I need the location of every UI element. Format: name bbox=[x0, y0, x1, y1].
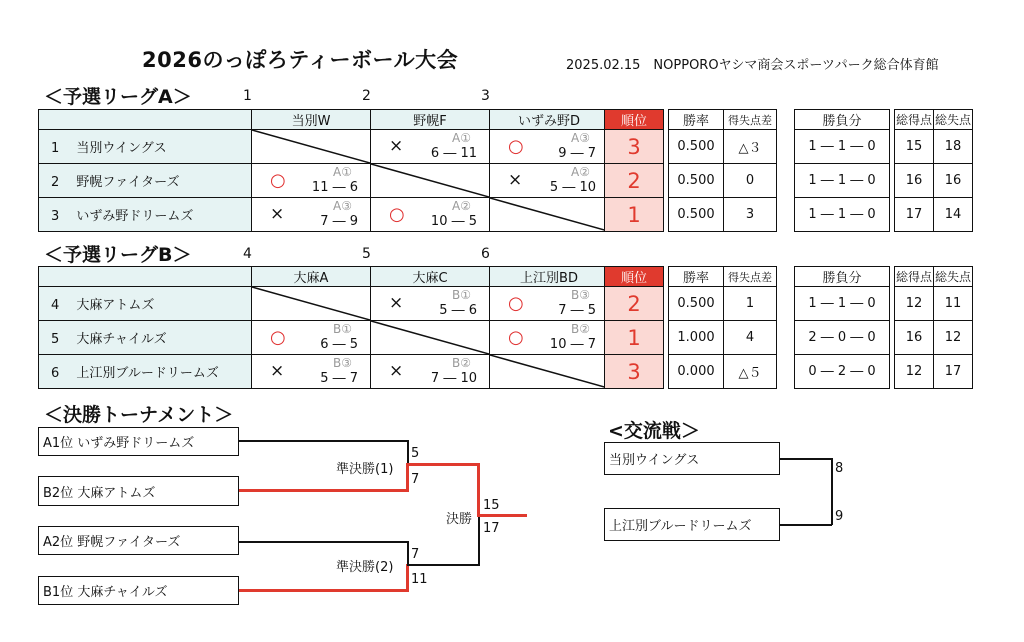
team-name-cell bbox=[39, 355, 252, 389]
team-name: いずみ野ドリームズ bbox=[76, 209, 194, 224]
rank-header: 順位 bbox=[605, 110, 664, 130]
win-rate: 1.000 bbox=[669, 321, 724, 355]
exchange-team: 上江別ブルードリームズ bbox=[604, 508, 780, 541]
win-rate-header: 勝率 bbox=[669, 267, 724, 287]
semifinal-1-label: 準決勝(1) bbox=[336, 462, 394, 477]
bracket-winner-line bbox=[477, 463, 480, 517]
rank-value: 3 bbox=[605, 355, 664, 389]
loss-mark: × bbox=[389, 136, 404, 156]
exchange-team: 当別ウイングス bbox=[604, 442, 780, 475]
table-row bbox=[39, 164, 609, 198]
match-result-cell bbox=[252, 198, 371, 232]
game-id: B① bbox=[333, 322, 352, 336]
bracket-line bbox=[780, 524, 832, 526]
bracket-entry: B2位 大麻アトムズ bbox=[38, 476, 239, 506]
league-b-col-number: 5 bbox=[362, 246, 371, 262]
league-b-table bbox=[38, 266, 609, 389]
game-id: B③ bbox=[333, 356, 352, 370]
bracket-winner-line bbox=[239, 489, 409, 492]
col-header-team: 上江別BD bbox=[490, 267, 609, 287]
bracket-entry: B1位 大麻チャイルズ bbox=[38, 576, 239, 605]
match-result-cell bbox=[490, 164, 609, 198]
semifinal-2-top-score: 7 bbox=[411, 547, 420, 562]
match-score: 6 ― 5 bbox=[320, 337, 358, 352]
win-rate-header: 勝率 bbox=[669, 110, 724, 130]
header-blank bbox=[39, 267, 252, 287]
point-diff: △５ bbox=[724, 355, 777, 389]
win-mark: ○ bbox=[389, 204, 405, 225]
team-name: 当別ウイングス bbox=[76, 141, 167, 156]
team-name-cell bbox=[39, 198, 252, 232]
league-b-col-number: 6 bbox=[481, 246, 490, 262]
match-result-cell bbox=[252, 355, 371, 389]
game-id: A① bbox=[452, 131, 471, 145]
col-header-team: 大麻C bbox=[371, 267, 490, 287]
bracket-entry: A1位 いずみ野ドリームズ bbox=[38, 427, 239, 456]
rank-value: 1 bbox=[605, 321, 664, 355]
semifinal-2-bottom-score: 11 bbox=[411, 572, 428, 587]
match-result-cell bbox=[371, 355, 490, 389]
bracket-line bbox=[478, 516, 480, 566]
header-blank bbox=[39, 110, 252, 130]
match-score: 9 ― 7 bbox=[558, 146, 596, 161]
match-result-cell bbox=[490, 130, 609, 164]
semifinal-1-bottom-score: 7 bbox=[411, 472, 420, 487]
rank-value: 2 bbox=[605, 164, 664, 198]
match-result-cell bbox=[252, 321, 371, 355]
exchange-title: <交流戦＞ bbox=[608, 420, 700, 442]
self-match-cell bbox=[490, 355, 609, 389]
league-a-col-number: 2 bbox=[362, 88, 371, 104]
match-result-cell bbox=[371, 130, 490, 164]
col-header-team: 野幌F bbox=[371, 110, 490, 130]
win-mark: ○ bbox=[270, 327, 286, 348]
game-id: A② bbox=[452, 199, 471, 213]
point-diff: 0 bbox=[724, 164, 777, 198]
points-for: 12 bbox=[895, 355, 934, 389]
match-result-cell bbox=[371, 287, 490, 321]
team-name: 大麻チャイルズ bbox=[76, 332, 167, 347]
league-b-stats-table bbox=[668, 266, 777, 389]
points-for: 16 bbox=[895, 164, 934, 198]
team-number: 6 bbox=[51, 366, 60, 381]
bracket-entry: A2位 野幌ファイターズ bbox=[38, 526, 239, 555]
game-id: B③ bbox=[571, 288, 590, 302]
team-name: 野幌ファイターズ bbox=[76, 175, 180, 190]
team-name-cell bbox=[39, 321, 252, 355]
team-number: 4 bbox=[51, 298, 60, 313]
team-name: 大麻アトムズ bbox=[76, 298, 155, 313]
win-loss-draw: 0 ― 2 ― 0 bbox=[795, 355, 890, 389]
match-score: 7 ― 10 bbox=[430, 371, 477, 386]
exchange-score-bottom: 9 bbox=[835, 509, 844, 524]
game-id: A① bbox=[333, 165, 352, 179]
match-score: 5 ― 6 bbox=[439, 303, 477, 318]
table-row bbox=[39, 321, 609, 355]
table-row bbox=[39, 198, 609, 232]
bracket-line bbox=[239, 541, 408, 543]
win-mark: ○ bbox=[508, 136, 524, 157]
game-id: A② bbox=[571, 165, 590, 179]
final-top-score: 15 bbox=[483, 498, 500, 513]
league-a-stats-table bbox=[668, 109, 777, 232]
team-number: 1 bbox=[51, 141, 60, 156]
team-name-cell bbox=[39, 287, 252, 321]
rank-header: 順位 bbox=[605, 267, 664, 287]
match-score: 5 ― 10 bbox=[549, 180, 596, 195]
win-mark: ○ bbox=[270, 170, 286, 191]
game-id: B② bbox=[571, 322, 590, 336]
bracket-winner-line bbox=[406, 564, 409, 592]
win-rate: 0.000 bbox=[669, 355, 724, 389]
bracket-line bbox=[239, 440, 408, 442]
win-rate: 0.500 bbox=[669, 130, 724, 164]
page-title: 2026のっぽろティーボール大会 bbox=[142, 48, 459, 72]
match-score: 6 ― 11 bbox=[430, 146, 477, 161]
league-b-record-table bbox=[794, 266, 973, 389]
self-match-cell bbox=[252, 287, 371, 321]
points-for: 12 bbox=[895, 287, 934, 321]
match-result-cell bbox=[490, 287, 609, 321]
diff-header: 得失点差 bbox=[724, 267, 777, 287]
rank-value: 2 bbox=[605, 287, 664, 321]
semifinal-1-top-score: 5 bbox=[411, 446, 420, 461]
bracket-line bbox=[780, 458, 832, 460]
win-loss-draw: 2 ― 0 ― 0 bbox=[795, 321, 890, 355]
point-diff: △３ bbox=[724, 130, 777, 164]
league-a-col-number: 3 bbox=[481, 88, 490, 104]
points-against: 18 bbox=[934, 130, 973, 164]
points-against: 14 bbox=[934, 198, 973, 232]
record-header: 勝負分 bbox=[795, 110, 890, 130]
win-loss-draw: 1 ― 1 ― 0 bbox=[795, 164, 890, 198]
points-for-header: 総得点 bbox=[895, 110, 934, 130]
col-header-team: いずみ野D bbox=[490, 110, 609, 130]
bracket-line bbox=[831, 458, 833, 525]
self-match-cell bbox=[490, 198, 609, 232]
win-mark: ○ bbox=[508, 327, 524, 348]
diff-header: 得失点差 bbox=[724, 110, 777, 130]
self-match-cell bbox=[371, 321, 490, 355]
match-result-cell bbox=[252, 164, 371, 198]
win-loss-draw: 1 ― 1 ― 0 bbox=[795, 198, 890, 232]
rank-value: 3 bbox=[605, 130, 664, 164]
win-mark: ○ bbox=[508, 293, 524, 314]
col-header-team: 大麻A bbox=[252, 267, 371, 287]
loss-mark: × bbox=[508, 170, 523, 190]
rank-value: 1 bbox=[605, 198, 664, 232]
league-b-title: ＜予選リーグB＞ bbox=[44, 244, 192, 266]
point-diff: 1 bbox=[724, 287, 777, 321]
self-match-cell bbox=[371, 164, 490, 198]
league-a-col-number: 1 bbox=[243, 88, 252, 104]
match-result-cell bbox=[490, 321, 609, 355]
points-for: 15 bbox=[895, 130, 934, 164]
game-id: B② bbox=[452, 356, 471, 370]
points-for: 16 bbox=[895, 321, 934, 355]
league-b-rank-table bbox=[604, 266, 664, 389]
record-header: 勝負分 bbox=[795, 267, 890, 287]
match-score: 5 ― 7 bbox=[320, 371, 358, 386]
points-for: 17 bbox=[895, 198, 934, 232]
semifinal-2-label: 準決勝(2) bbox=[336, 560, 394, 575]
tournament-title: ＜決勝トーナメント＞ bbox=[44, 404, 234, 426]
team-number: 3 bbox=[51, 209, 60, 224]
team-name-cell bbox=[39, 164, 252, 198]
team-name: 上江別ブルードリームズ bbox=[76, 366, 219, 381]
loss-mark: × bbox=[270, 361, 285, 381]
loss-mark: × bbox=[389, 361, 404, 381]
bracket-line bbox=[407, 440, 409, 464]
loss-mark: × bbox=[270, 204, 285, 224]
venue-date: 2025.02.15 NOPPOROヤシマ商会スポーツパーク総合体育館 bbox=[566, 58, 939, 73]
points-against: 17 bbox=[934, 355, 973, 389]
team-number: 2 bbox=[51, 175, 60, 190]
points-against: 11 bbox=[934, 287, 973, 321]
bracket-winner-line bbox=[406, 463, 480, 466]
point-diff: 4 bbox=[724, 321, 777, 355]
points-against: 12 bbox=[934, 321, 973, 355]
loss-mark: × bbox=[389, 293, 404, 313]
game-id: A③ bbox=[333, 199, 352, 213]
points-for-header: 総得点 bbox=[895, 267, 934, 287]
final-bottom-score: 17 bbox=[483, 521, 500, 536]
match-score: 11 ― 6 bbox=[311, 180, 358, 195]
points-against: 16 bbox=[934, 164, 973, 198]
match-score: 10 ― 7 bbox=[549, 337, 596, 352]
league-a-table bbox=[38, 109, 609, 232]
team-name-cell bbox=[39, 130, 252, 164]
table-row bbox=[39, 355, 609, 389]
league-b-col-number: 4 bbox=[243, 246, 252, 262]
table-row bbox=[39, 287, 609, 321]
points-against-header: 総失点 bbox=[934, 267, 973, 287]
exchange-score-top: 8 bbox=[835, 461, 844, 476]
win-rate: 0.500 bbox=[669, 287, 724, 321]
match-score: 7 ― 5 bbox=[558, 303, 596, 318]
bracket-winner-line bbox=[406, 463, 409, 492]
col-header-team: 当別W bbox=[252, 110, 371, 130]
points-against-header: 総失点 bbox=[934, 110, 973, 130]
match-score: 7 ― 9 bbox=[320, 214, 358, 229]
league-a-record-table bbox=[794, 109, 973, 232]
match-score: 10 ― 5 bbox=[430, 214, 477, 229]
point-diff: 3 bbox=[724, 198, 777, 232]
league-a-title: ＜予選リーグA＞ bbox=[44, 86, 192, 108]
table-row bbox=[39, 130, 609, 164]
final-label: 決勝 bbox=[446, 512, 473, 527]
match-result-cell bbox=[371, 198, 490, 232]
bracket-line bbox=[407, 541, 409, 565]
bracket-winner-line bbox=[239, 589, 409, 592]
game-id: B① bbox=[452, 288, 471, 302]
game-id: A③ bbox=[571, 131, 590, 145]
win-rate: 0.500 bbox=[669, 198, 724, 232]
win-loss-draw: 1 ― 1 ― 0 bbox=[795, 287, 890, 321]
league-a-rank-table bbox=[604, 109, 664, 232]
win-loss-draw: 1 ― 1 ― 0 bbox=[795, 130, 890, 164]
team-number: 5 bbox=[51, 332, 60, 347]
champion-line bbox=[477, 514, 527, 517]
bracket-line bbox=[407, 564, 480, 566]
self-match-cell bbox=[252, 130, 371, 164]
win-rate: 0.500 bbox=[669, 164, 724, 198]
